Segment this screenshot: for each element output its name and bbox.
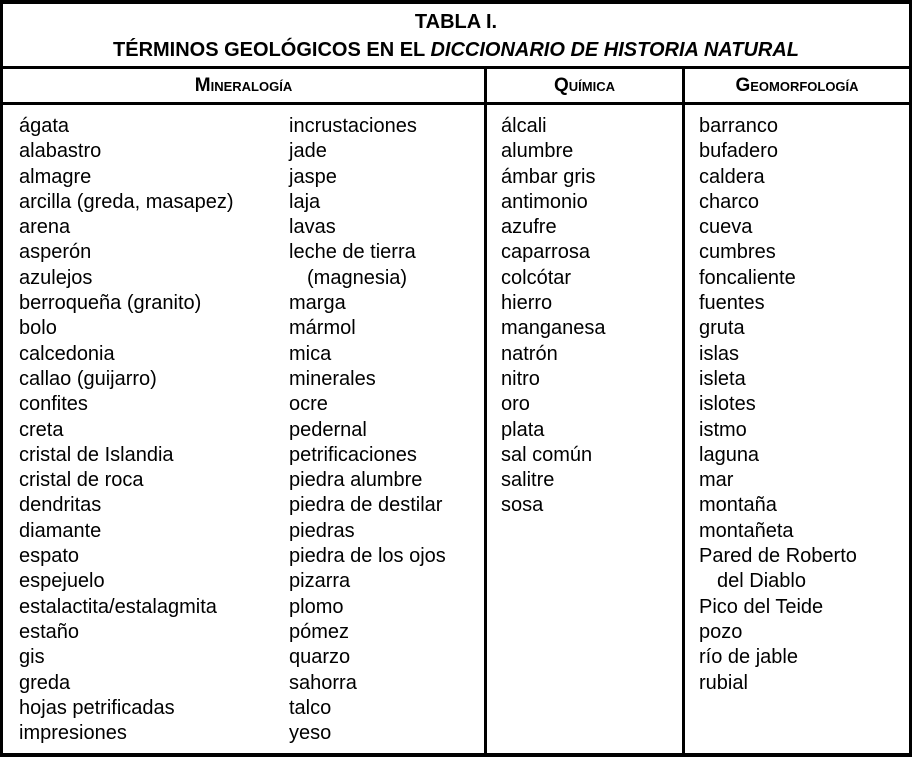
list-item: marga bbox=[289, 292, 346, 315]
list-item: sahorra bbox=[289, 671, 357, 694]
list-item: colcótar bbox=[501, 266, 572, 289]
caption-italic-title: DICCIONARIO DE HISTORIA NATURAL bbox=[430, 39, 799, 61]
list-item: pómez bbox=[289, 620, 350, 643]
list-item: álcali bbox=[501, 115, 547, 137]
list-item: alabastro bbox=[19, 140, 102, 163]
list-item: río de jable bbox=[699, 646, 798, 669]
list-item: minerales bbox=[289, 367, 376, 390]
list-item: Pico del Teide bbox=[699, 595, 824, 618]
table-caption bbox=[3, 38, 909, 62]
list-item: isleta bbox=[699, 367, 746, 390]
list-item: estaño bbox=[19, 620, 80, 643]
list-item: islas bbox=[699, 342, 740, 365]
list-item: sosa bbox=[501, 494, 544, 517]
list-item: almagre bbox=[19, 165, 92, 188]
list-item: charco bbox=[699, 190, 760, 213]
list-item: incrustaciones bbox=[289, 115, 417, 137]
list-item: nitro bbox=[501, 367, 540, 390]
list-item: talco bbox=[289, 696, 332, 719]
list-item: espato bbox=[19, 545, 80, 568]
list-item: montaña bbox=[699, 494, 777, 517]
list-item: callao (guijarro) bbox=[19, 367, 157, 390]
list-item: laguna bbox=[699, 443, 760, 466]
list-item: hojas petrificadas bbox=[19, 696, 175, 719]
list-item: mármol bbox=[289, 317, 356, 340]
list-item: gis bbox=[19, 646, 45, 669]
header-geomorfologia: Geomorfología bbox=[735, 75, 859, 96]
list-item: montañeta bbox=[699, 519, 794, 542]
mineralogia-list-1 bbox=[19, 114, 234, 746]
list-item: quarzo bbox=[289, 646, 351, 669]
list-item: caparrosa bbox=[501, 241, 590, 264]
list-item: jaspe bbox=[289, 165, 337, 188]
header-quimica: Química bbox=[554, 75, 615, 96]
list-item: islotes bbox=[699, 393, 756, 416]
list-item: espejuelo bbox=[19, 570, 105, 593]
divider-col-2 bbox=[682, 66, 685, 757]
list-item: azulejos bbox=[19, 266, 93, 289]
list-item: cristal de Islandia bbox=[19, 443, 174, 466]
list-item: (magnesia) bbox=[307, 266, 408, 289]
list-item: plata bbox=[501, 418, 545, 441]
list-item: manganesa bbox=[501, 317, 606, 340]
mineralogia-list-2 bbox=[289, 114, 446, 746]
list-item: piedra de los ojos bbox=[289, 545, 446, 568]
list-item: lavas bbox=[289, 216, 336, 239]
table-number: TABLA I. bbox=[414, 11, 498, 33]
list-item: cristal de roca bbox=[19, 469, 144, 492]
list-item: asperón bbox=[19, 241, 92, 264]
list-item: diamante bbox=[19, 519, 102, 542]
list-item: mica bbox=[289, 342, 332, 365]
list-item: leche de tierra bbox=[289, 241, 416, 264]
list-item: cueva bbox=[699, 216, 753, 239]
list-item: barranco bbox=[699, 115, 778, 137]
list-item: berroqueña (granito) bbox=[19, 292, 202, 315]
divider-col-1 bbox=[484, 66, 487, 757]
table-title bbox=[3, 4, 909, 66]
list-item: impresiones bbox=[19, 722, 127, 745]
list-item: laja bbox=[289, 190, 321, 213]
list-item: pizarra bbox=[289, 570, 351, 593]
list-item: estalactita/estalagmita bbox=[19, 595, 217, 618]
list-item: del Diablo bbox=[717, 570, 806, 593]
list-item: plomo bbox=[289, 595, 344, 618]
list-item: piedra alumbre bbox=[289, 469, 423, 492]
list-item: arena bbox=[19, 216, 71, 239]
list-item: ocre bbox=[289, 393, 328, 416]
list-item: oro bbox=[501, 393, 530, 416]
list-item: cumbres bbox=[699, 241, 776, 264]
list-item: mar bbox=[699, 469, 734, 492]
list-item: dendritas bbox=[19, 494, 102, 517]
list-item: pedernal bbox=[289, 418, 367, 441]
list-item: ágata bbox=[19, 115, 70, 137]
list-item: pozo bbox=[699, 620, 743, 643]
list-item: calcedonia bbox=[19, 342, 115, 365]
list-item: gruta bbox=[699, 317, 745, 340]
list-item: alumbre bbox=[501, 140, 574, 163]
list-item: istmo bbox=[699, 418, 747, 441]
list-item: ámbar gris bbox=[501, 165, 596, 188]
list-item: foncaliente bbox=[699, 266, 796, 289]
list-item: sal común bbox=[501, 443, 593, 466]
list-item: confites bbox=[19, 393, 88, 416]
list-item: jade bbox=[289, 140, 327, 163]
list-item: azufre bbox=[501, 216, 557, 239]
list-item: yeso bbox=[289, 722, 332, 745]
list-item: arcilla (greda, masapez) bbox=[19, 190, 234, 213]
geomorfologia-list bbox=[699, 114, 857, 696]
list-item: fuentes bbox=[699, 292, 765, 315]
list-item: rubial bbox=[699, 671, 748, 694]
list-item: piedras bbox=[289, 519, 355, 542]
list-item: caldera bbox=[699, 165, 765, 188]
list-item: salitre bbox=[501, 469, 555, 492]
list-item: petrificaciones bbox=[289, 443, 417, 466]
list-item: natrón bbox=[501, 342, 558, 365]
list-item: creta bbox=[19, 418, 64, 441]
list-item: piedra de destilar bbox=[289, 494, 443, 517]
list-item: bolo bbox=[19, 317, 57, 340]
header-mineralogia: Mineralogía bbox=[194, 75, 293, 96]
list-item: greda bbox=[19, 671, 71, 694]
list-item: bufadero bbox=[699, 140, 778, 163]
list-item: hierro bbox=[501, 292, 553, 315]
caption-prefix: TÉRMINOS GEOLÓGICOS EN EL bbox=[113, 39, 431, 61]
list-item: antimonio bbox=[501, 190, 588, 213]
divider-header bbox=[0, 102, 912, 105]
quimica-list bbox=[501, 114, 606, 519]
list-item: Pared de Roberto bbox=[699, 545, 857, 568]
